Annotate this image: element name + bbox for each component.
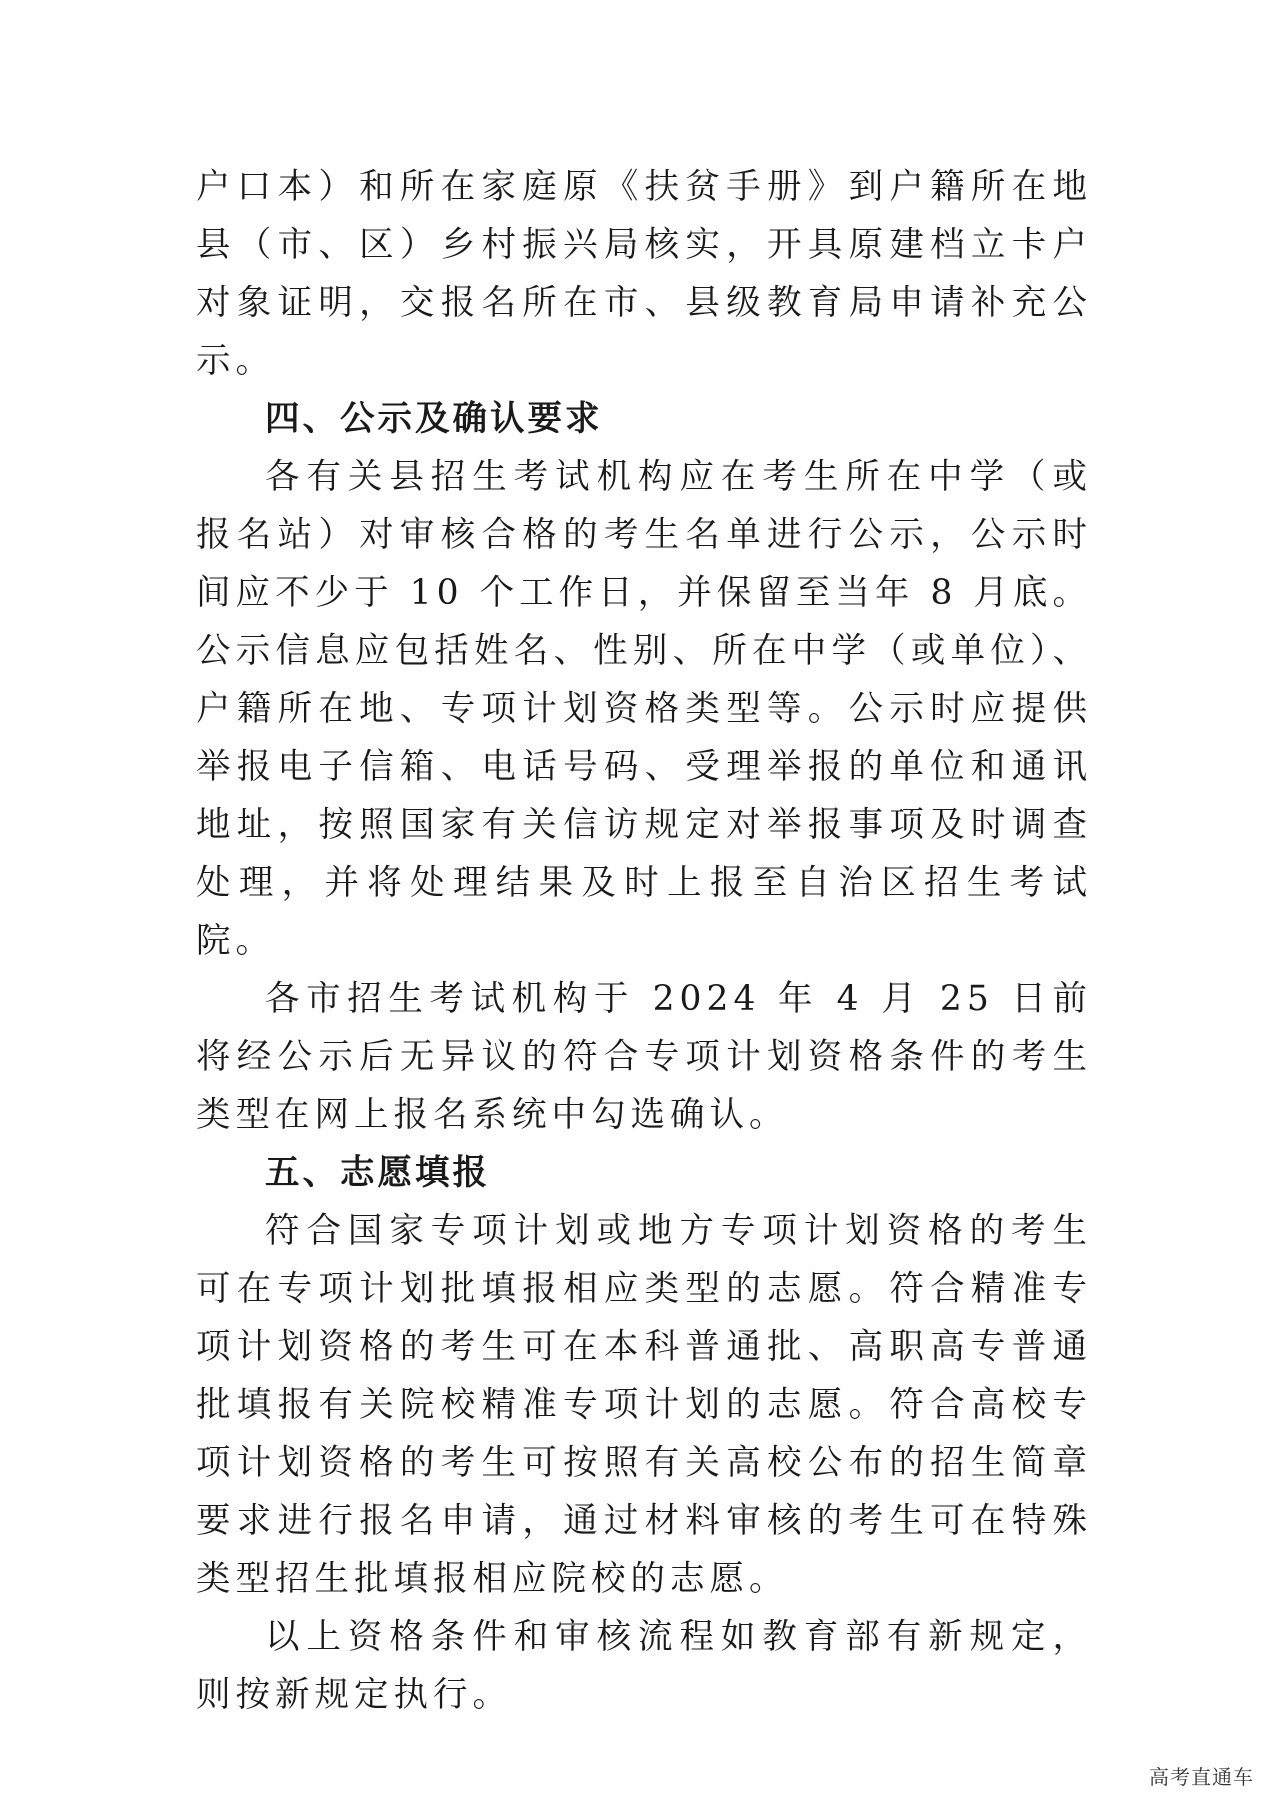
section-4-paragraph-1: 各有关县招生考试机构应在考生所在中学（或报名站）对审核合格的考生名单进行公示，公示时间应不少于 10 个工作日，并保留至当年 8 月底。公示信息应包括姓名、性别、所在中学（或单位）、户籍所在地、专项计划资格类型等。公示时应提供举报电子信箱、电话号码、受理举报的单位和通讯地址，按照国家有关信访规定对举报事项及时调查处理，并将处理结果及时上报至自治区招生考试院。 (196, 457, 1092, 961)
closing-paragraph: 以上资格条件和审核流程如教育部有新规定，则按新规定执行。 (196, 1617, 1092, 1715)
document-body (196, 158, 1092, 1724)
section-4-paragraph-2: 各市招生考试机构于 2024 年 4 月 25 日前将经公示后无异议的符合专项计划资格条件的考生类型在网上报名系统中勾选确认。 (196, 979, 1092, 1135)
continued-paragraph: 户口本）和所在家庭原《扶贫手册》到户籍所在地县（市、区）乡村振兴局核实，开具原建档立卡户对象证明，交报名所在市、县级教育局申请补充公示。 (196, 167, 1092, 381)
section-heading-4: 四、公示及确认要求 (265, 399, 603, 439)
section-5-paragraph-1: 符合国家专项计划或地方专项计划资格的考生可在专项计划批填报相应类型的志愿。符合精准专项计划资格的考生可在本科普通批、高职高专普通批填报有关院校精准专项计划的志愿。符合高校专项计划资格的考生可按照有关高校公布的招生简章要求进行报名申请，通过材料审核的考生可在特殊类型招生批填报相应院校的志愿。 (196, 1211, 1092, 1599)
section-heading-5: 五、志愿填报 (265, 1153, 490, 1193)
source-watermark: 高考直通车 (1149, 1761, 1254, 1790)
